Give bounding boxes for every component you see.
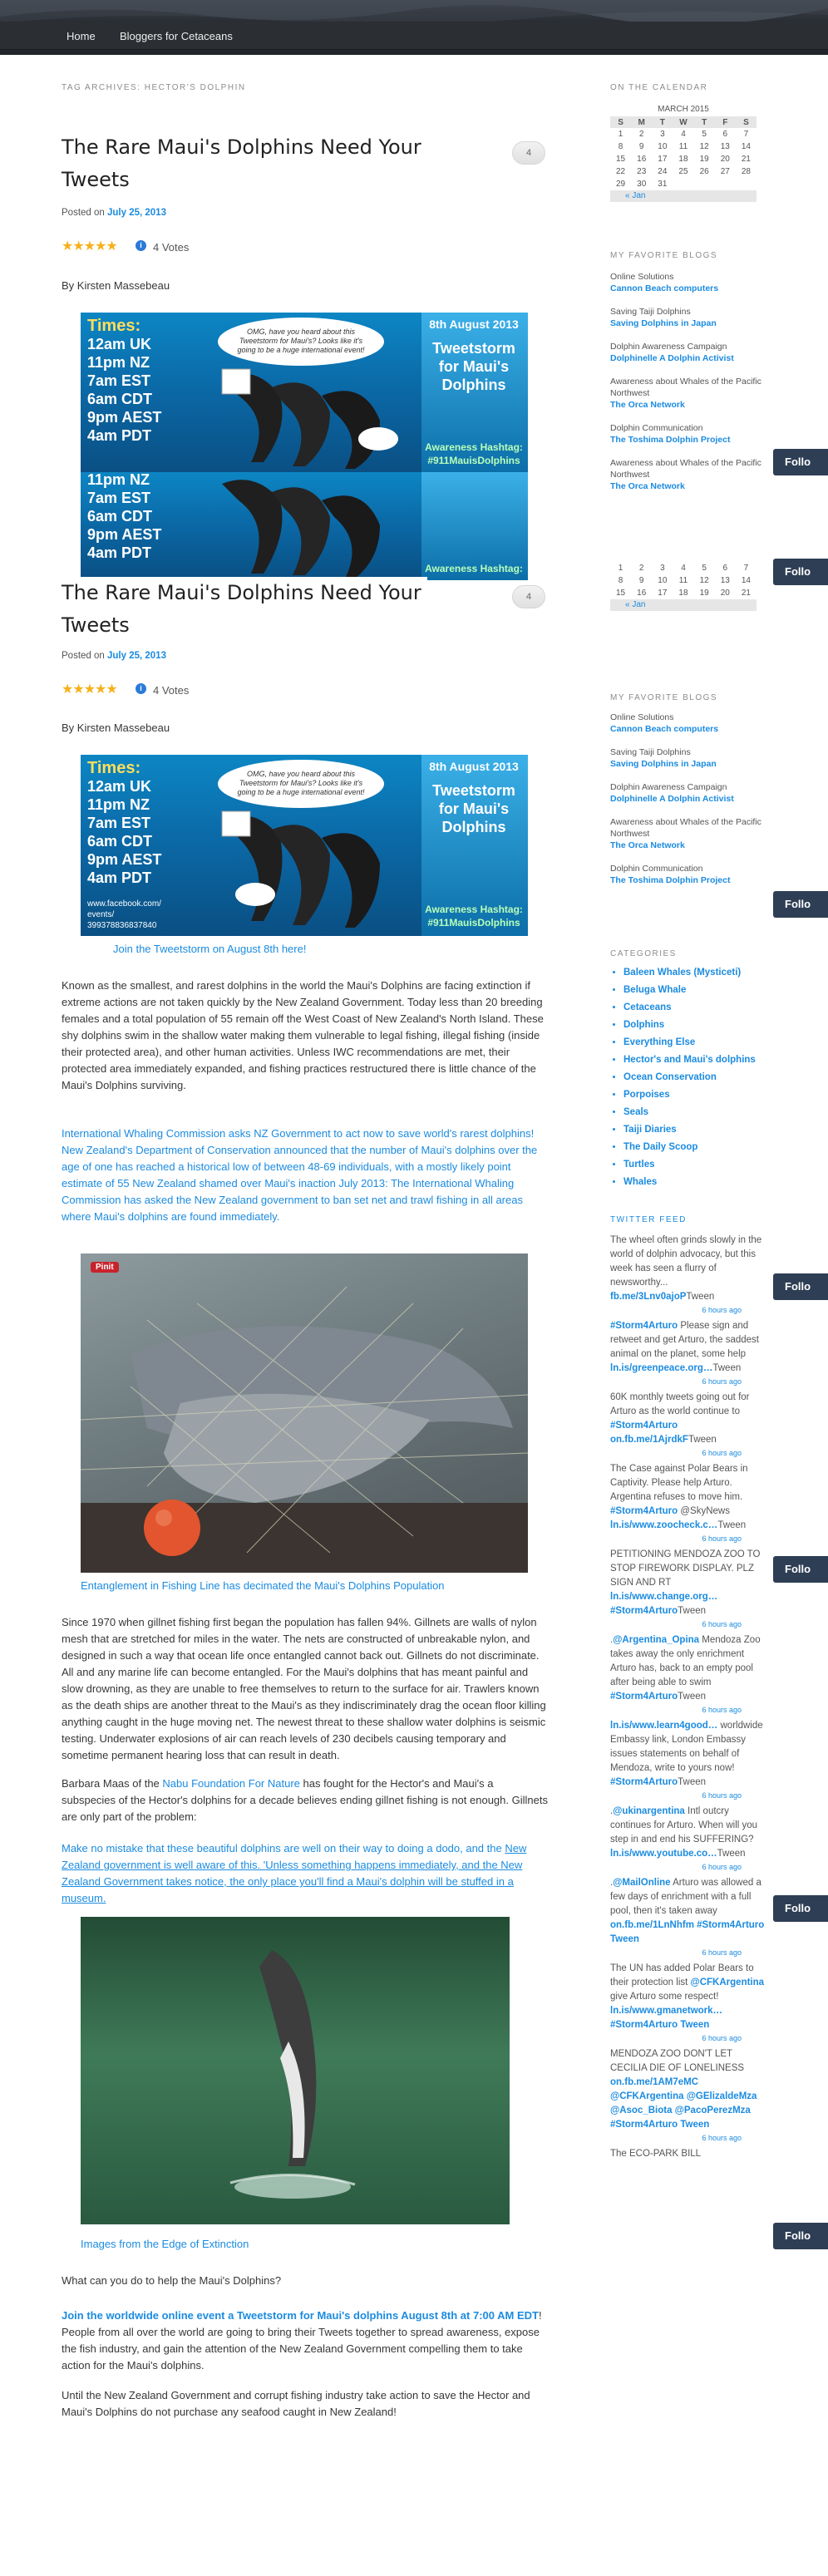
photo-caption-extinction[interactable]: Images from the Edge of Extinction	[81, 2238, 249, 2250]
blogs-heading: MY FAVORITE BLOGS	[610, 693, 718, 702]
paragraph-barbara-maas: Barbara Maas of the Nabu Foundation For Nature has fought for the Hector's and Maui's a subspecies of the Hector's dolphins for a decade believes ending gillnet fishing is not enough. Gillnets are only part of the problem:	[62, 1777, 548, 1823]
rating-votes: 4 Votes	[153, 684, 190, 697]
tweetstorm-banner-repeat[interactable]: 11pm NZ 7am EST 6am CDT 9pm AEST 4am PDT Awareness Hashtag:	[81, 472, 528, 580]
blog-link[interactable]: The Orca Network	[610, 481, 685, 491]
categories-list	[610, 964, 765, 1191]
tweetstorm-event-link[interactable]: Join the worldwide online event a Tweetstorm for Maui's dolphins August 8th at 7:00 AM EDT	[62, 2309, 539, 2322]
byline: By Kirsten Massebeau	[62, 722, 170, 734]
blog-link[interactable]: The Orca Network	[610, 840, 685, 850]
banner-facebook-link: www.facebook.com/ events/ 399378836837840	[87, 899, 161, 930]
paragraph-gillnets: Since 1970 when gillnet fishing first began the population has fallen 94%. Gillnets are walls of nylon mesh that are stretched for miles in the water. The nets are constructed of unbreakable nylon, and designed in such a way that ocean life once entangled cannot back out. Gillnets do not discriminate. All and any marine life can become entangled. For the Maui's dolphins that has meant painful and slow drowning, as they are unable to free themselves to return to the surface for air. Trawlers known as the death ships are another threat to the Maui's as they indiscriminately drag the ocean floor killing anything caught in the huge moving net. The newest threat to these shallow water dolphins is seismic testing. Underwater explosions of air can reach levels of 230 decibels causing temporary and sometime permanent hearing loss that can result in death.	[62, 1616, 546, 1761]
follow-button[interactable]: Follo	[773, 1556, 828, 1583]
category-link[interactable]: • Taiji Diaries	[623, 1121, 765, 1139]
entangled-dolphin-photo[interactable]	[81, 1254, 528, 1573]
tweet: .@MailOnline Arturo was allowed a few days of enrichment with a full pool, then it's taken away on.fb.me/1LnNhfm #Storm4Arturo Tween 6 hours ago	[610, 1878, 765, 1957]
category-link[interactable]: • Hector's and Maui's dolphins	[623, 1052, 765, 1069]
rating-stars[interactable]: ★★★★★	[62, 682, 117, 697]
tweet: ln.is/www.learn4good… worldwide Embassy link, London Embassy issues statements on behalf of Mendoza, write to yours now! #Storm4ArturoTween 6 hours ago	[610, 1721, 763, 1800]
tweet: #Storm4Arturo Please sign and retweet and get Arturo, the saddest animal on the planet, some help ln.is/greenpeace.org…Tween 6 hours ago	[610, 1321, 760, 1386]
tweet: The UN has added Polar Bears to their protection list @CFKArgentina give Arturo some respect! ln.is/www.gmanetwork… #Storm4Arturo Tween 6 hours ago	[610, 1963, 765, 2042]
category-link[interactable]: • Beluga Whale	[623, 982, 765, 999]
dolphins-illustration	[205, 362, 413, 470]
posted-on: Posted on July 25, 2013	[62, 208, 166, 218]
dolphins-illustration	[205, 805, 413, 929]
leaping-dolphin-photo[interactable]	[81, 1917, 510, 2224]
paragraph-intro: Known as the smallest, and rarest dolphins in the world the Maui's Dolphins are facing extinction if extreme actions are not taken quickly by the New Zealand Government. Today less than 20 breeding females and a total population of 55 remain off the West Coast of New Zealand's North Island. These shy dolphins swim in the shallow water making them vulnerable to legal fishing, illegal fishing (inside their protected area), and other human activities. Unless IWC recommendations are met, their protected area immediately expanded, and fishing practices restructured there is little chance of the Maui's Dolphins surviving.	[62, 979, 544, 1091]
twitter-feed-heading[interactable]: TWITTER FEED	[610, 1215, 687, 1224]
tweet-time[interactable]: 6 hours ago	[702, 1306, 742, 1314]
banner-speech-bubble: OMG, have you heard about this Tweetstorm for Maui's? Looks like it's going to be a huge international event!	[218, 318, 384, 366]
paragraph-help-question: What can you do to help the Maui's Dolphins?	[62, 2274, 282, 2287]
banner-times-heading: Times:	[87, 317, 141, 335]
pinit-button[interactable]: Pinit	[91, 1262, 119, 1273]
paragraph-seafood: Until the New Zealand Government and corrupt fishing industry take action to save the Hector and Maui's Dolphins do not purchase any seafood caught in New Zealand!	[62, 2389, 530, 2418]
tweet: MENDOZA ZOO DON'T LET CECILIA DIE OF LONELINESS on.fb.me/1AM7eMC @CFKArgentina @GElizaldeMza @Asoc_Biota @PacoPerezMza #Storm4Arturo Tween 6 hours ago	[610, 2049, 757, 2142]
category-link[interactable]: • Porpoises	[623, 1086, 765, 1104]
follow-button[interactable]: Follo	[773, 1895, 828, 1922]
twitter-feed-list	[610, 1234, 765, 2165]
blog-link[interactable]: Saving Dolphins in Japan	[610, 318, 717, 328]
blog-link[interactable]: The Toshima Dolphin Project	[610, 875, 731, 885]
leaping-dolphin-image	[81, 1917, 510, 2224]
category-link[interactable]: • Turtles	[623, 1156, 765, 1174]
blog-link[interactable]: Dolphinelle A Dolphin Activist	[610, 353, 734, 363]
blog-link[interactable]: Saving Dolphins in Japan	[610, 759, 717, 769]
categories-heading: CATEGORIES	[610, 949, 677, 958]
tweet: The Case against Polar Bears in Captivity. Please help Arturo. Argentina refuses to move him. #Storm4Arturo @SkyNews ln.is/www.zoocheck.c…Tween 6 hours ago	[610, 1464, 748, 1543]
paragraph-iwc[interactable]: International Whaling Commission asks NZ Government to act now to save world's rarest dolphins! New Zealand's Department of Conservation announced that the number of Maui's dolphins over the age of one has reached a historical low of between 48-69 individuals, with a mostly likely point estimate of 55 New Zealand shamed over Maui's inaction July 2013: The International Whaling Commission has asked the New Zealand government to ban set net and trawl fishing in all areas where Maui's dolphins are found immediately.	[62, 1127, 538, 1223]
tweet: 60K monthly tweets going out for Arturo as the world continue to #Storm4Arturo on.fb.me/1AjrdkFTween 6 hours ago	[610, 1392, 750, 1457]
favorite-blogs-list: Online Solutions Cannon Beach computers Saving Taiji Dolphins Saving Dolphins in Japan Dolphin Awareness Campaign Dolphinelle A Dolphin Activist Awareness about Whales of the Pacific Northwest The Orca Network Dolphin Communication The Toshima Dolphin Project Awareness about Whales of the Pacific Northwest The Orca Network	[610, 271, 765, 500]
blog-link[interactable]: The Orca Network	[610, 400, 685, 410]
category-link[interactable]: • Cetaceans	[623, 999, 765, 1017]
calendar-table: S M T W T F S 1 2 3 4 5 6 7 8 9 10 11 12 13 14 15 16 17 18 19 20 21 22 23 24 25 26 27 28 29 30 31	[610, 116, 757, 190]
rating-votes: 4 Votes	[153, 241, 190, 254]
photo-caption-entanglement[interactable]: Entanglement in Fishing Line has decimated the Maui's Dolphins Population	[81, 1579, 445, 1592]
tweet: .@ukinargentina Intl outcry continues for Arturo. When will you step in and end his SUFFERING? ln.is/www.youtube.co…Tween 6 hours ago	[610, 1806, 758, 1871]
post-date-link[interactable]: July 25, 2013	[107, 651, 166, 661]
category-link[interactable]: • The Daily Scoop	[623, 1139, 765, 1156]
post-date-link[interactable]: July 25, 2013	[107, 208, 166, 218]
category-link[interactable]: • Seals	[623, 1104, 765, 1121]
nabu-foundation-link[interactable]: Nabu Foundation For Nature	[162, 1777, 300, 1790]
blog-link[interactable]: Dolphinelle A Dolphin Activist	[610, 794, 734, 804]
post-title[interactable]: The Rare Maui's Dolphins Need Your Tweets	[62, 135, 421, 191]
banner-title: Tweetstorm for Maui's Dolphins	[432, 340, 515, 393]
favorite-blogs-list: Online Solutions Cannon Beach computers Saving Taiji Dolphins Saving Dolphins in Japan Dolphin Awareness Campaign Dolphinelle A Dolphin Activist Awareness about Whales of the Pacific Northwest The Orca Network Dolphin Communication The Toshima Dolphin Project	[610, 712, 765, 894]
nav-bloggers-for-cetaceans[interactable]: Bloggers for Cetaceans	[120, 30, 233, 42]
category-link[interactable]: • Whales	[623, 1174, 765, 1191]
calendar-prev-link[interactable]: « Jan	[610, 190, 757, 202]
blog-link[interactable]: The Toshima Dolphin Project	[610, 435, 731, 445]
rating-info-icon[interactable]: i	[136, 240, 146, 251]
calendar-heading: ON THE CALENDAR	[610, 83, 708, 92]
site-header	[0, 0, 828, 55]
rating-info-icon[interactable]: i	[136, 683, 146, 694]
tweet: The ECO-PARK BILL	[610, 2149, 702, 2159]
posted-on: Posted on July 25, 2013	[62, 651, 166, 661]
category-link[interactable]: • Ocean Conservation	[623, 1069, 765, 1086]
category-link[interactable]: • Baleen Whales (Mysticeti)	[623, 964, 765, 982]
follow-button[interactable]: Follo	[773, 559, 828, 585]
follow-button[interactable]: Follo	[773, 2223, 828, 2249]
banner-caption-link[interactable]: Join the Tweetstorm on August 8th here!	[113, 943, 307, 955]
calendar-caption: MARCH 2015	[658, 105, 709, 114]
byline: By Kirsten Massebeau	[62, 279, 170, 292]
tweet: PETITIONING MENDOZA ZOO TO STOP FIREWORK DISPLAY. PLZ SIGN AND RT ln.is/www.change.org…#Storm4ArturoTween 6 hours ago	[610, 1549, 761, 1628]
blog-link[interactable]: Cannon Beach computers	[610, 724, 719, 734]
nav-home[interactable]: Home	[67, 30, 96, 42]
tweetstorm-banner[interactable]: Times: 12am UK 11pm NZ 7am EST 6am CDT 9pm AEST 4am PDT OMG, have you heard about this Tweetstorm for Maui's? Looks like it's going to be a huge international event! 8th August 2013 Tweetstorm for Maui's Dolphins Awareness Hashtag: #911MauisDolphins	[81, 313, 528, 474]
tweet: The wheel often grinds slowly in the world of dolphin advocacy, but this week has seen a flurry of newsworthy... fb.me/3Lnv0ajoPTween 6 hours ago	[610, 1234, 765, 1316]
rating-stars[interactable]: ★★★★★	[62, 239, 117, 254]
blogs-heading: MY FAVORITE BLOGS	[610, 251, 718, 260]
banner-date: 8th August 2013	[429, 318, 519, 331]
follow-button[interactable]: Follo	[773, 1273, 828, 1300]
calendar-widget	[610, 103, 757, 202]
tweet: .@Argentina_Opina Mendoza Zoo takes away the only enrichment Arturo has, back to an empty pool after being able to swim #Storm4ArturoTween 6 hours ago	[610, 1635, 761, 1714]
entangled-dolphin-image	[81, 1254, 528, 1573]
follow-button[interactable]: Follo	[773, 891, 828, 918]
category-link[interactable]: • Dolphins	[623, 1017, 765, 1034]
comments-count-bubble[interactable]: 4	[512, 141, 545, 165]
tag-archive-header: TAG ARCHIVES: HECTOR'S DOLPHIN	[62, 83, 246, 92]
follow-button[interactable]: Follo	[773, 449, 828, 475]
dolphins-illustration	[205, 475, 413, 580]
paragraph-tweetstorm: Join the worldwide online event a Tweetstorm for Maui's dolphins August 8th at 7:00 AM EDT! People from all over the world are going to bring their Tweets together to spread awareness, expose the fish industry, and gain the attention of the New Zealand Government compelling them to take action for the Maui's dolphins.	[62, 2309, 542, 2372]
quote-dodo[interactable]: Make no mistake that these beautiful dolphins are well on their way to doing a dodo, and the New Zealand government is well aware of this. 'Unless something happens immediately, and the New Zealand Government takes notice, the only place you'll find a Maui's dolphin will be stuffed in a museum.	[62, 1842, 527, 1904]
comments-count-bubble[interactable]: 4	[512, 585, 545, 608]
category-link[interactable]: • Everything Else	[623, 1034, 765, 1052]
post-title[interactable]: The Rare Maui's Dolphins Need Your Tweets	[62, 577, 427, 642]
calendar-widget-repeat: 1 2 3 4 5 6 7 8 9 10 11 12 13 14 15 16 17 18 19 20 21 « Jan	[610, 562, 757, 611]
tweetstorm-banner[interactable]: Times: 12am UK 11pm NZ 7am EST 6am CDT 9pm AEST 4am PDT www.facebook.com/ events/ 399378836837840 OMG, have you heard about this Tweetstorm for Maui's? Looks like it's going to be a huge international event! 8th August 2013 Tweetstorm for Maui's Dolphins Awareness Hashtag: #911MauisDolphins	[81, 755, 528, 936]
banner-hashtag: Awareness Hashtag: #911MauisDolphins	[425, 441, 523, 466]
blog-link[interactable]: Cannon Beach computers	[610, 283, 719, 293]
